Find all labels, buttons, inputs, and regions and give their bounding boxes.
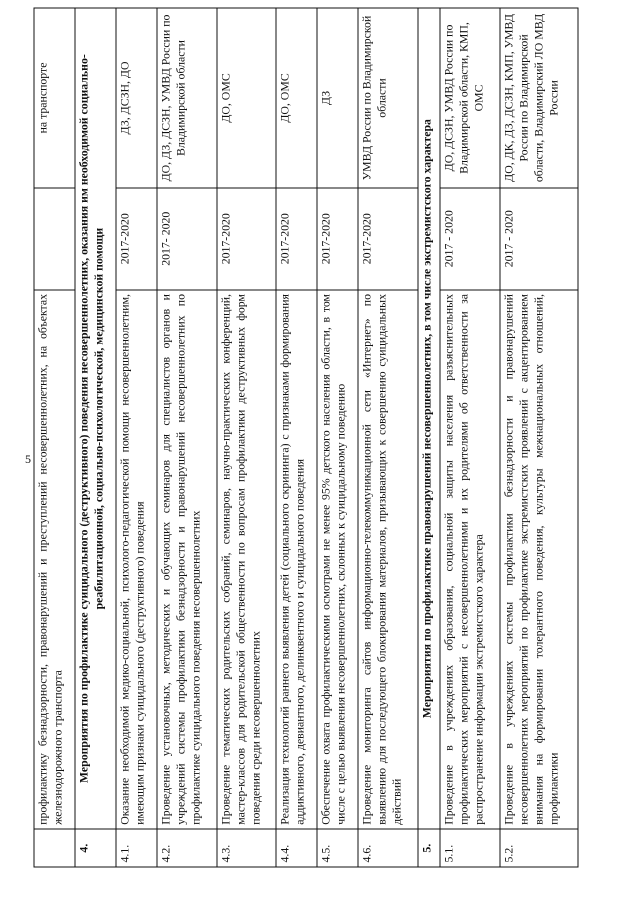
measure-executor: ДЗ — [317, 8, 358, 188]
measure-executor: ДО, ДЗ, ДСЗН, УМВД России по Владимирской области — [157, 8, 217, 188]
measure-term: 2017-2020 — [317, 188, 358, 290]
measure-executor: ДО, ДСЗН, УМВД России по Владимирской области, КМП, ОМС — [440, 8, 500, 188]
row-number: 4.2. — [157, 829, 217, 867]
table-row — [34, 8, 75, 867]
row-number: 4.4. — [276, 829, 317, 867]
measure-executor: на транспорте — [34, 8, 75, 188]
measure-name: Проведение установочных, методических и обучающих семинаров для специалистов органов и учреждений системы профилактики безнадзорности и правонарушений несовершеннолетних по профилактике суицидального поведения несовершеннолетних — [157, 290, 217, 830]
table-body — [34, 8, 578, 867]
table-row — [440, 8, 500, 867]
measure-term: 2017-2020 — [358, 188, 418, 290]
measure-term: 2017 - 2020 — [440, 188, 500, 290]
measure-term: 2017-2020 — [217, 188, 277, 290]
measure-executor: УМВД России по Владимирской области — [358, 8, 418, 188]
table-row — [358, 8, 418, 867]
measure-name: Проведение в учреждениях образования, социальной защиты населения разъяснительных профилактических мероприятий с несовершеннолетними и их родителями об ответственности за распространение информации экстремистского характера — [440, 290, 500, 830]
measure-name: Проведение мониторинга сайтов информационно-телекоммуникационной сети «Интернет» по выявлению для последующего блокирования материалов, призывающих к совершению суицидальных действий — [358, 290, 418, 830]
measure-term — [34, 188, 75, 290]
table-row — [317, 8, 358, 867]
table-row — [276, 8, 317, 867]
row-number — [34, 829, 75, 867]
measure-name: профилактику безнадзорности, правонарушений и преступлений несовершеннолетних, на объектах железнодорожного транспорта — [34, 290, 75, 830]
section-row — [418, 8, 440, 867]
measure-name: Реализация технологий раннего выявления детей (социального скрининга) с признаками формирования аддиктивного, девиантного, делинквентного и суицидального поведения — [276, 290, 317, 830]
section-title: Мероприятия по профилактике суицидального (деструктивного) поведения несовершеннолетних, оказания им необходимой социально-реабилитационной, социально-психологической, медицинской помощи — [75, 8, 116, 829]
table-row — [157, 8, 217, 867]
measure-executor: ДО, ДК, ДЗ, ДСЗН, КМП, УМВД России по Владимирской области, Владимирский ЛО МВД России — [500, 8, 578, 188]
measures-table — [34, 8, 579, 868]
measure-executor: ДО, ОМС — [217, 8, 277, 188]
measure-term: 2017-2020 — [276, 188, 317, 290]
measure-name: Оказание необходимой медико-социальной, психолого-педагогической помощи несовершеннолетним, имеющим признаки суицидального (деструктивного) поведения — [116, 290, 157, 830]
measure-term: 2017- 2020 — [157, 188, 217, 290]
measure-executor: ДЗ, ДСЗН, ДО — [116, 8, 157, 188]
section-number: 4. — [75, 829, 116, 867]
section-number: 5. — [418, 829, 440, 867]
row-number: 4.5. — [317, 829, 358, 867]
row-number: 5.2. — [500, 829, 578, 867]
table-row — [500, 8, 578, 867]
row-number: 5.1. — [440, 829, 500, 867]
row-number: 4.3. — [217, 829, 277, 867]
table-row — [217, 8, 277, 867]
measure-name: Проведение в учреждениях системы профилактики безнадзорности и правонарушений несовершеннолетних мероприятий по профилактике экстремистских проявлений с акцентированием внимания на формировании толерантного поведения, культуры межнациональных отношений, профилактики — [500, 290, 578, 830]
measure-term: 2017-2020 — [116, 188, 157, 290]
page-number: 5 — [25, 452, 31, 466]
table-container — [34, 8, 579, 868]
section-row — [75, 8, 116, 867]
row-number: 4.6. — [358, 829, 418, 867]
measure-executor: ДО, ОМС — [276, 8, 317, 188]
measure-term: 2017 - 2020 — [500, 188, 578, 290]
section-title: Мероприятия по профилактике правонарушений несовершеннолетних, в том числе экстремистского характера — [418, 8, 440, 829]
measure-name: Обеспечение охвата профилактическими осмотрами не менее 95% детского населения области, в том числе с целью выявления несовершеннолетних, склонных к суицидальному поведению — [317, 290, 358, 830]
table-row — [116, 8, 157, 867]
measure-name: Проведение тематических родительских собраний, семинаров, научно-практических конференций, мастер-классов для родительской общественности по вопросам профилактики деструктивных форм поведения среди несовершеннолетних — [217, 290, 277, 830]
row-number: 4.1. — [116, 829, 157, 867]
